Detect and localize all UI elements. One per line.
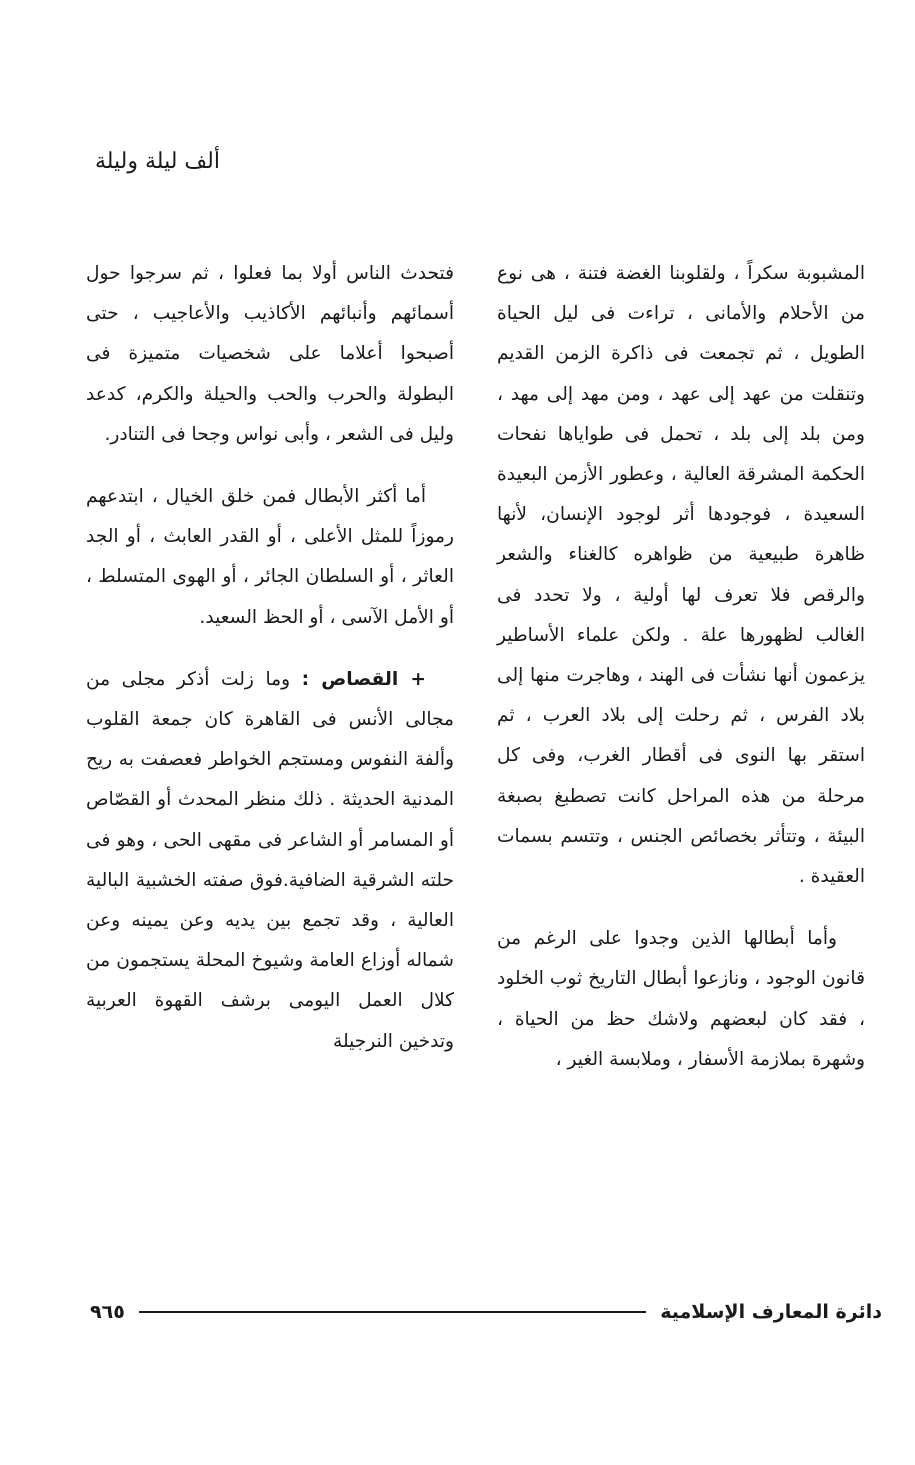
- left-column: [86, 254, 454, 1084]
- left-paragraph-3: [86, 660, 454, 1062]
- section-heading-qassas: + القصاص :: [301, 668, 426, 690]
- right-paragraph-1: المشبوبة سكراً ، ولقلوبنا الغضة فتنة ، هى نوع من الأحلام والأمانى ، تراءت فى ليل الحياة الطويل ، ثم تجمعت فى ذاكرة الزمن القديم وتنقلت من عهد إلى عهد ، ومن مهد إلى مهد ، ومن بلد إلى بلد ، تحمل فى طواياها نفحات الحكمة المشرقة العالية ، وعطور الأزمن البعيدة السعيدة ، فوجودها أثر لوجود الإنسان، لأنها ظاهرة طبيعية من ظواهره كالغناء والشعر والرقص فلا تعرف لها أولية ، ولا تحدد فى الغالب لظهورها علة . ولكن علماء الأساطير يزعمون أنها نشأت فى الهند ، وهاجرت منها إلى بلاد الفرس ، ثم رحلت إلى بلاد العرب ، ثم استقر بها النوى فى أقطار الغرب، وفى كل مرحلة من هذه المراحل كانت تصطبغ بصبغة البيئة ، وتتأثر بخصائص الجنس ، وتتسم بسمات العقيدة .: [497, 263, 865, 888]
- left-paragraph-2: أما أكثر الأبطال فمن خلق الخيال ، ابتدعهم رموزاً للمثل الأعلى ، أو القدر العابث ، أو الجد العاثر ، أو السلطان الجائر ، أو الهوى المتسلط ، أو الأمل الآسى ، أو الحظ السعيد.: [86, 486, 454, 628]
- footer-source: دائرة المعارف الإسلامية: [660, 1301, 882, 1323]
- running-head: ألف ليلة وليلة: [94, 149, 220, 174]
- footer-rule: [139, 1311, 646, 1313]
- right-paragraph-2: وأما أبطالها الذين وجدوا على الرغم من قانون الوجود ، ونازعوا أبطال التاريخ ثوب الخلود ، فقد كان لبعضهم ولاشك حظ من الحياة ، وشهرة بملازمة الأسفار ، وملابسة الغير ،: [497, 928, 865, 1070]
- left-paragraph-3-body: وما زلت أذكر مجلى من مجالى الأنس فى القاهرة كان جمعة القلوب وألفة النفوس ومستجم الخواطر فعصفت به ريح المدنية الحديثة . ذلك منظر المحدث أو القصّاص أو المسامر أو الشاعر فى مقهى الحى ، وهو فى حلته الشرقية الضافية.فوق صفته الخشبية البالية العالية ، وقد تجمع بين يديه وعن يمينه وعن شماله أوزاع العامة وشيوخ المحلة يستجمون من كلال العمل اليومى برشف القهوة العربية وتدخين النرجيلة: [86, 668, 454, 1052]
- page-number: ٩٦٥: [90, 1301, 125, 1323]
- left-paragraph-1: فتحدث الناس أولا بما فعلوا ، ثم سرجوا حول أسمائهم وأنبائهم الأكاذيب والأعاجيب ، حتى أصبحوا أعلاما على شخصيات متميزة فى البطولة والحرب والحب والحيلة والكرم، كدعد وليل فى الشعر ، وأبى نواس وجحا فى التنادر.: [86, 263, 454, 445]
- right-column: [497, 254, 865, 1102]
- page-footer: [90, 1294, 882, 1330]
